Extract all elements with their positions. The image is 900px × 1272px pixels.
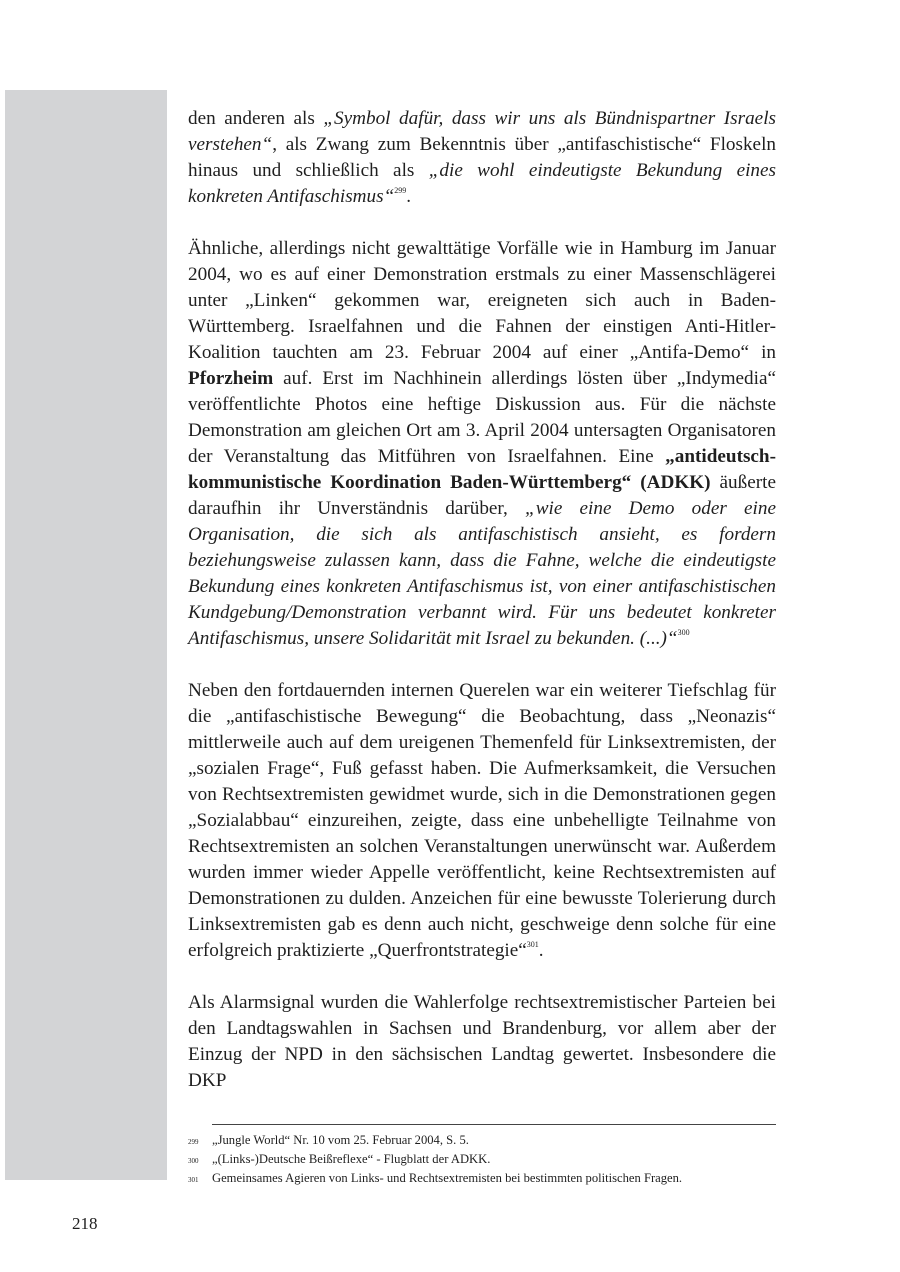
footnote-299 xyxy=(188,1132,776,1151)
footnote-text: „(Links-)Deutsche Beißreflexe“ - Flugblatt der ADKK. xyxy=(212,1152,491,1166)
footnote-ref-301[interactable]: 301 xyxy=(526,940,539,949)
paragraph-1 xyxy=(188,106,776,210)
body-text xyxy=(188,106,776,1120)
text-run: . xyxy=(538,940,544,961)
footnotes xyxy=(188,1124,776,1189)
text-run: äußerte daraufhin ihr Unverständnis darüber, xyxy=(188,472,776,519)
footnote-text: „Jungle World“ Nr. 10 vom 25. Februar 2004, S. 5. xyxy=(212,1133,469,1147)
margin-bar xyxy=(5,90,167,1180)
bold-place-name: Pforzheim xyxy=(188,368,274,389)
paragraph-4 xyxy=(188,990,776,1094)
text-run: auf. Erst im Nachhinein allerdings lösten über „Indymedia“ veröffentlichte Photos eine heftige Diskussion aus. Für die nächste Demonstration am gleichen Ort am 3. April 2004 untersagten Organisatoren der Veranstaltung das Mitführen von Israelfahnen. Eine xyxy=(188,368,776,467)
paragraph-3 xyxy=(188,678,776,964)
paragraph-2 xyxy=(188,236,776,652)
footnote-number: 299 xyxy=(188,1138,199,1146)
page-number: 218 xyxy=(72,1214,98,1233)
footnote-300 xyxy=(188,1151,776,1170)
footnote-ref-300[interactable]: 300 xyxy=(677,628,690,637)
text-run: . xyxy=(406,186,412,207)
footnote-ref-299[interactable]: 299 xyxy=(394,186,407,195)
text-run: den anderen als xyxy=(188,108,324,129)
footnote-number: 301 xyxy=(188,1176,199,1184)
italic-quote: „Symbol dafür, dass wir uns als Bündnispartner Israels verstehen“ xyxy=(188,108,776,155)
italic-quote: „wie eine Demo oder eine Organisation, die sich als antifaschistisch ansieht, es fordern beziehungsweise zulassen kann, dass die Fahne, welche die eindeutigste Bekundung eines konkreten Antifaschismus ist, von einer antifaschistischen Kundgebung/Demonstration verbannt wird. Für uns bedeutet konkreter Antifaschismus, unsere Solidarität mit Israel zu bekunden. (...)“ xyxy=(188,498,776,649)
italic-quote: „die wohl eindeutigste Bekundung eines konkreten Antifaschismus“ xyxy=(188,160,777,207)
text-run: Ähnliche, allerdings nicht gewalttätige Vorfälle wie in Hamburg im Januar 2004, wo es auf einer Demonstration erstmals zu einer Massenschlägerei unter „Linken“ gekommen war, ereigneten sich auch in Baden-Württemberg. Israelfahnen und die Fahnen der einstigen Anti-Hitler-Koalition tauchten am 23. Februar 2004 auf einer „Antifa-Demo“ in xyxy=(188,238,776,363)
footnote-rule xyxy=(212,1124,776,1125)
text-run: , als Zwang zum Bekenntnis über „antifaschistische“ Floskeln hinaus und schließlich als xyxy=(188,134,776,181)
text-run: Als Alarmsignal wurden die Wahlerfolge rechtsextremistischer Parteien bei den Landtagswahlen in Sachsen und Brandenburg, vor allem aber der Einzug der NPD in den sächsischen Landtag gewertet. Insbesondere die DKP xyxy=(188,992,776,1091)
footnote-301 xyxy=(188,1170,776,1189)
text-run: Neben den fortdauernden internen Querelen war ein weiterer Tiefschlag für die „antifaschistische Bewegung“ die Beobachtung, dass „Neonazis“ mittlerweile auch auf dem ureigenen Themenfeld für Linksextremisten, der „sozialen Frage“, Fuß gefasst haben. Die Aufmerksamkeit, die Versuchen von Rechtsextremisten gewidmet wurde, sich in die Demonstrationen gegen „Sozialabbau“ einzureihen, zeigte, dass eine unbehelligte Teilnahme von Rechtsextremisten an solchen Veranstaltungen unerwünscht war. Außerdem wurden immer wieder Appelle veröffentlicht, keine Rechtsextremisten auf Demonstrationen zu dulden. Anzeichen für eine bewusste Tolerierung durch Linksextremisten gab es denn auch nicht, geschweige denn solche für eine erfolgreich praktizierte „Querfrontstrategie“ xyxy=(188,680,776,961)
footnote-text: Gemeinsames Agieren von Links- und Rechtsextremisten bei bestimmten politischen Fragen. xyxy=(212,1171,683,1185)
footnote-number: 300 xyxy=(188,1157,199,1165)
bold-organization-name: „antideutsch-kommunistische Koordination Baden-Württemberg“ (ADKK) xyxy=(188,446,776,493)
